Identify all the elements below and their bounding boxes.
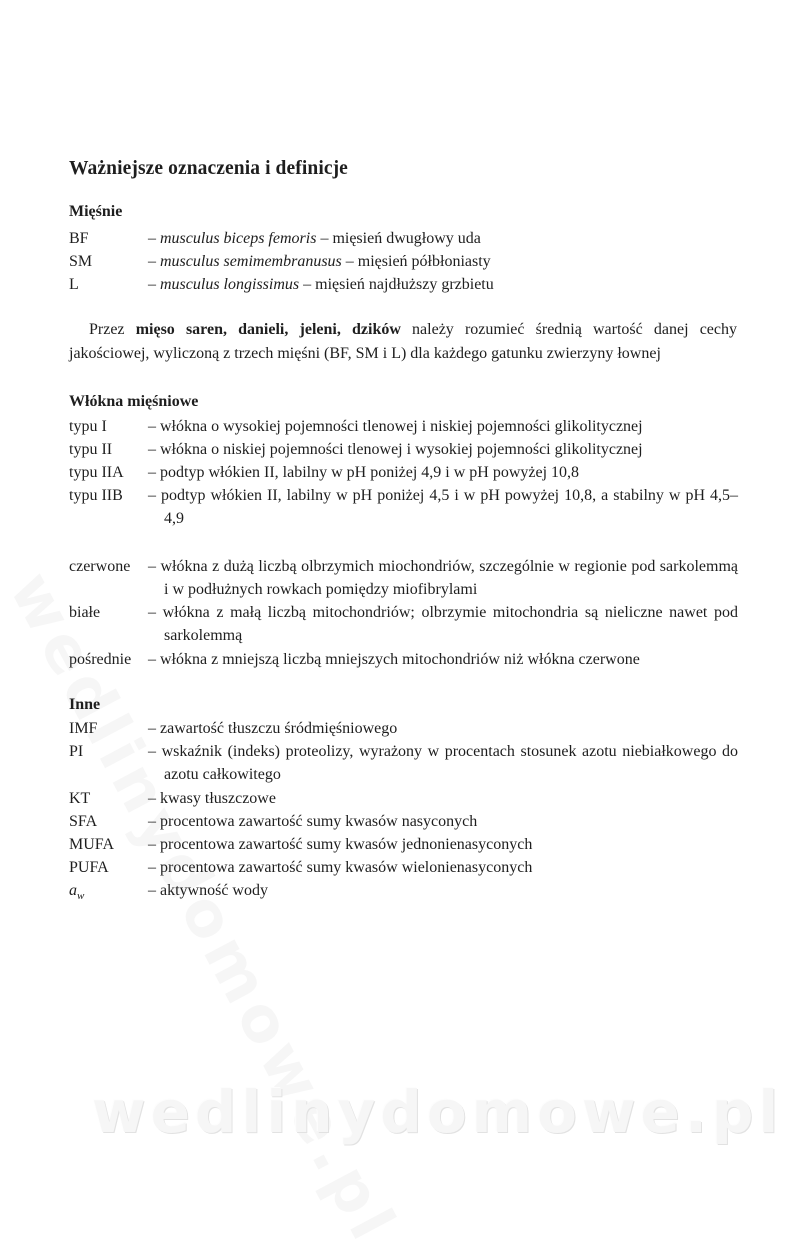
definition-mufa: – procentowa zawartość sumy kwasów jednonienasyconych (148, 836, 533, 853)
definition-imf: – zawartość tłuszczu śródmięśniowego (148, 720, 398, 737)
definition-pufa: – procentowa zawartość sumy kwasów wielonienasyconych (148, 859, 533, 876)
section-heading-inne: Inne (69, 696, 101, 713)
definition-kt: – kwasy tłuszczowe (148, 790, 276, 807)
term-biale: białe (69, 604, 101, 621)
term-l: L (69, 276, 79, 293)
term-sfa: SFA (69, 813, 98, 830)
definition-typu-ii: – włókna o niskiej pojemności tlenowej i wysokiej pojemności glikolitycznej (148, 441, 643, 458)
definition-typu-i: – włókna o wysokiej pojemności tlenowej i niskiej pojemności glikolitycznej (148, 418, 643, 435)
section-heading-wlokna: Włókna mięśniowe (69, 393, 199, 410)
section-heading-miesnie: Mięśnie (69, 203, 123, 220)
term-bf: BF (69, 230, 89, 247)
term-imf: IMF (69, 720, 98, 737)
definition-l: – musculus longissimus – mięsień najdłuższy grzbietu (148, 276, 494, 293)
page-title: Ważniejsze oznaczenia i definicje (69, 158, 348, 179)
term-kt: KT (69, 790, 91, 807)
definition-biale: – włókna z małą liczbą mitochondriów; olbrzymie mitochondria są nieliczne nawet pod sarkolemmą (148, 604, 739, 644)
term-typu-iia: typu IIA (69, 464, 124, 481)
definition-czerwone: – włókna z dużą liczbą olbrzymich miochondriów, szczególnie w regionie pod sarkolemmą i w podłużnych rowkach pomiędzy miofibrylami (148, 558, 739, 598)
term-aw: $a_w$ (69, 882, 85, 903)
term-sm: SM (69, 253, 93, 270)
bottom-watermark: wedlinydomowe.pl (92, 1078, 784, 1146)
term-typu-i: typu I (69, 418, 107, 435)
definition-typu-iia: – podtyp włókien II, labilny w pH poniżej 4,9 i w pH powyżej 10,8 (148, 464, 580, 481)
term-typu-iib: typu IIB (69, 487, 123, 504)
definition-bf: – musculus biceps femoris – mięsień dwugłowy uda (148, 230, 481, 247)
definition-sm: – musculus semimembranusus – mięsień półbłoniasty (148, 253, 491, 270)
term-posrednie: pośrednie (69, 651, 132, 668)
term-czerwone: czerwone (69, 558, 131, 575)
definition-aw: – aktywność wody (148, 882, 268, 899)
term-pufa: PUFA (69, 859, 109, 876)
definition-sfa: – procentowa zawartość sumy kwasów nasyconych (148, 813, 478, 830)
definition-pi: – wskaźnik (indeks) proteolizy, wyrażony w procentach stosunek azotu niebiałkowego do azotu całkowitego (148, 743, 739, 783)
definition-typu-iib: – podtyp włókien II, labilny w pH poniżej 4,5 i w pH powyżej 10,8, a stabilny w pH 4,5–4,9 (148, 487, 739, 527)
definition-paragraph: Przez mięso saren, danieli, jeleni, dzików należy rozumieć średnią wartość danej cechy jakościowej, wyliczoną z trzech mięśni (BF, SM i L) dla każdego gatunku zwierzyny łownej (69, 321, 738, 362)
definition-posrednie: – włókna z mniejszą liczbą mniejszych mitochondriów niż włókna czerwone (148, 651, 640, 668)
term-pi: PI (69, 743, 84, 760)
term-mufa: MUFA (69, 836, 115, 853)
term-typu-ii: typu II (69, 441, 113, 458)
